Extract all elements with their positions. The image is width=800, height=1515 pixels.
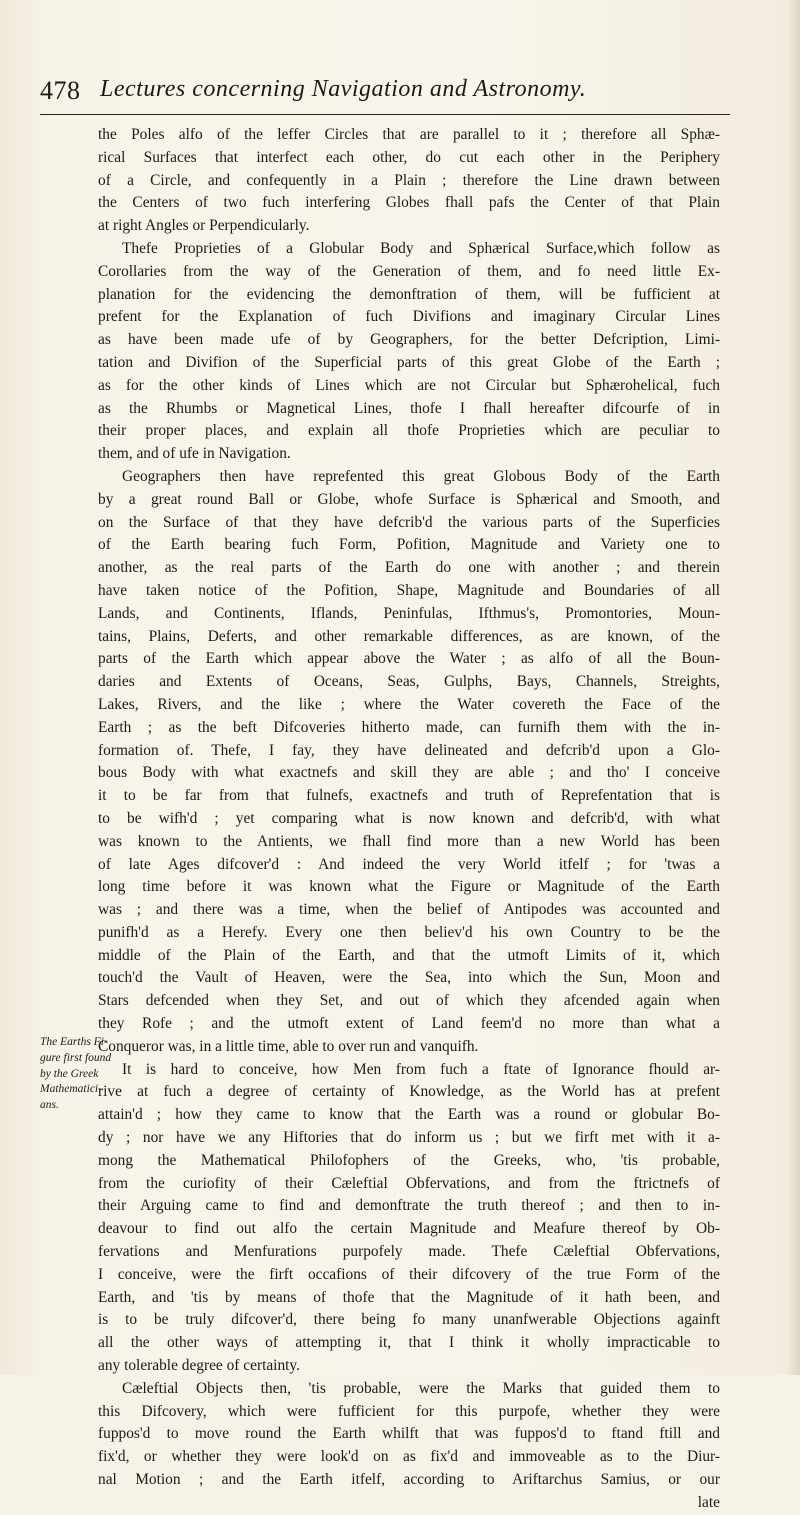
text-line: another, as the real parts of the Earth do one with another ; and therein [98, 559, 720, 577]
text-line: is to be truly difcover'd, there being fo many unanfwerable Objections againft [98, 1311, 720, 1329]
page-number: 478 [40, 76, 81, 105]
margin-note-line: The Earths Fi- [40, 1036, 108, 1048]
text-line: any tolerable degree of certainty. [98, 1357, 300, 1375]
text-line: the Centers of two fuch interfering Globes fhall pafs the Center of that Plain [98, 194, 720, 212]
text-line: deavour to find out alfo the certain Magnitude and Meafure thereof by Ob- [98, 1220, 720, 1238]
text-line: them, and of ufe in Navigation. [98, 445, 291, 463]
text-line: by a great round Ball or Globe, whofe Surface is Sphærical and Smooth, and [98, 490, 720, 508]
text-line: they Rofe ; and the utmoft extent of Land feem'd no more than what a [98, 1015, 720, 1033]
text-line: this Difcovery, which were fufficient for this purpofe, whether they were [98, 1402, 720, 1420]
text-line: rical Surfaces that interfect each other, do cut each other in the Periphery [98, 148, 720, 166]
text-line: Geographers then have reprefented this great Globous Body of the Earth [122, 467, 720, 485]
text-line: tation and Divifion of the Superficial parts of this great Globe of the Earth ; [98, 353, 720, 371]
text-line: was known to the Antients, we fhall find more than a new World has been [98, 832, 720, 850]
text-line: from the curiofity of their Cæleftial Obfervations, and from the ftrictnefs of [98, 1174, 720, 1192]
page-header [40, 76, 730, 110]
text-line: was ; and there was a time, when the belief of Antipodes was accounted and [98, 901, 720, 919]
text-line: Corollaries from the way of the Generation of them, and fo need little Ex- [98, 262, 720, 280]
text-line: Thefe Proprieties of a Globular Body and Sphærical Surface,which follow as [122, 239, 720, 257]
text-line: at right Angles or Perpendicularly. [98, 217, 310, 235]
header-rule [40, 114, 730, 115]
text-line: of late Ages difcover'd : And indeed the very World itfelf ; for 'twas a [98, 855, 720, 873]
page-edge-shadow [786, 0, 800, 1375]
text-line: the Poles alfo of the leffer Circles that are parallel to it ; therefore all Sphæ- [98, 126, 720, 143]
text-line: fix'd, or whether they were look'd on as fix'd and immoveable as to the Diur- [98, 1448, 720, 1466]
text-line: Conqueror was, in a little time, able to over run and vanquifh. [98, 1037, 479, 1055]
text-line: of the Earth bearing fuch Form, Pofition, Magnitude and Variety one to [98, 536, 720, 554]
text-line: on the Surface of that they have defcrib'd the various parts of the Superficies [98, 513, 720, 531]
text-line: Stars defcended when they Set, and out of which they afcended again when [98, 992, 720, 1010]
text-line: fuppos'd to move round the Earth whilft that was fuppos'd to ftand ftill and [98, 1425, 720, 1443]
text-line: to be wifh'd ; yet comparing what is now known and defcrib'd, with what [98, 809, 720, 827]
text-line: fervations and Menfurations purpofely made. Thefe Cæleftial Obfervations, [98, 1243, 720, 1261]
text-line: parts of the Earth which appear above the Water ; as alfo of all the Boun- [98, 650, 720, 668]
running-head: Lectures concerning Navigation and Astronomy. [100, 76, 587, 102]
text-line: have taken notice of the Pofition, Shape, Magnitude and Boundaries of all [98, 581, 720, 599]
text-line: rive at fuch a degree of certainty of Knowledge, as the World has at prefent [98, 1083, 720, 1101]
text-line: bous Body with what exactnefs and skill they are able ; and tho' I conceive [98, 764, 720, 782]
text-line: tains, Plains, Deferts, and other remarkable differences, as are known, of the [98, 627, 720, 645]
text-line: as the Rhumbs or Magnetical Lines, thofe I fhall hereafter difcourfe of in [98, 399, 720, 417]
text-line: Lakes, Rivers, and the like ; where the Water covereth the Face of the [98, 695, 720, 713]
text-line: formation of. Thefe, I fay, they have delineated and defcrib'd upon a Glo- [98, 741, 720, 759]
text-line: long time before it was known what the Figure or Magnitude of the Earth [98, 878, 720, 896]
body-text [98, 124, 720, 1515]
margin-note-line: gure first found [40, 1051, 112, 1064]
margin-note-line: by the Greek [40, 1067, 99, 1080]
text-line: Earth, and 'tis by means of thofe that the Magnitude of it hath been, and [98, 1288, 720, 1306]
catchword: late [697, 1493, 720, 1511]
text-line: as have been made ufe of by Geographers, for the better Defcription, Limi- [98, 331, 720, 349]
text-line: It is hard to conceive, how Men from fuch a ftate of Ignorance fhould ar- [122, 1060, 720, 1078]
margin-note [40, 1035, 112, 1114]
text-line: Lands, and Continents, Iflands, Peninfulas, Ifthmus's, Promontories, Moun- [98, 604, 720, 622]
text-line: punifh'd as a Herefy. Every one then believ'd his own Country to be the [98, 923, 720, 941]
text-line: their proper places, and explain all thofe Proprieties which are peculiar to [98, 422, 720, 440]
text-line: prefent for the Explanation of fuch Divifions and imaginary Circular Lines [98, 308, 720, 326]
text-line: attain'd ; how they came to know that the Earth was a round or globular Bo- [98, 1106, 720, 1124]
text-line: middle of the Plain of the Earth, and that the utmoft Limits of it, which [98, 946, 720, 964]
text-line: all the other ways of attempting it, that I think it wholly impracticable to [98, 1334, 720, 1352]
text-line: as for the other kinds of Lines which are not Circular but Sphærohelical, fuch [98, 376, 720, 394]
text-line: dy ; nor have we any Hiftories that do inform us ; but we firft met with it a- [98, 1129, 720, 1147]
text-line: nal Motion ; and the Earth itfelf, according to Ariftarchus Samius, or our [98, 1471, 720, 1489]
margin-note-line: Mathematici- [40, 1083, 102, 1096]
text-line: Cæleftial Objects then, 'tis probable, were the Marks that guided them to [122, 1379, 720, 1397]
text-line: I conceive, were the firft occafions of their difcovery of the true Form of the [98, 1265, 720, 1283]
text-line: daries and Extents of Oceans, Seas, Gulphs, Bays, Channels, Streights, [98, 673, 720, 691]
text-line: mong the Mathematical Philofophers of the Greeks, who, 'tis probable, [98, 1151, 720, 1169]
text-line: planation for the evidencing the demonftration of them, will be fufficient at [98, 285, 720, 303]
text-line: touch'd the Vault of Heaven, were the Sea, into which the Sun, Moon and [98, 969, 720, 987]
text-line: of a Circle, and confequently in a Plain ; therefore the Line drawn between [98, 171, 720, 189]
margin-note-line: ans. [40, 1099, 59, 1112]
text-line: their Arguing came to find and demonftrate the truth thereof ; and then to in- [98, 1197, 720, 1215]
text-line: it to be far from that fulnefs, exactnefs and truth of Reprefentation that is [98, 787, 720, 805]
text-line: Earth ; as the beft Difcoveries hitherto made, can furnifh them with the in- [98, 718, 720, 736]
